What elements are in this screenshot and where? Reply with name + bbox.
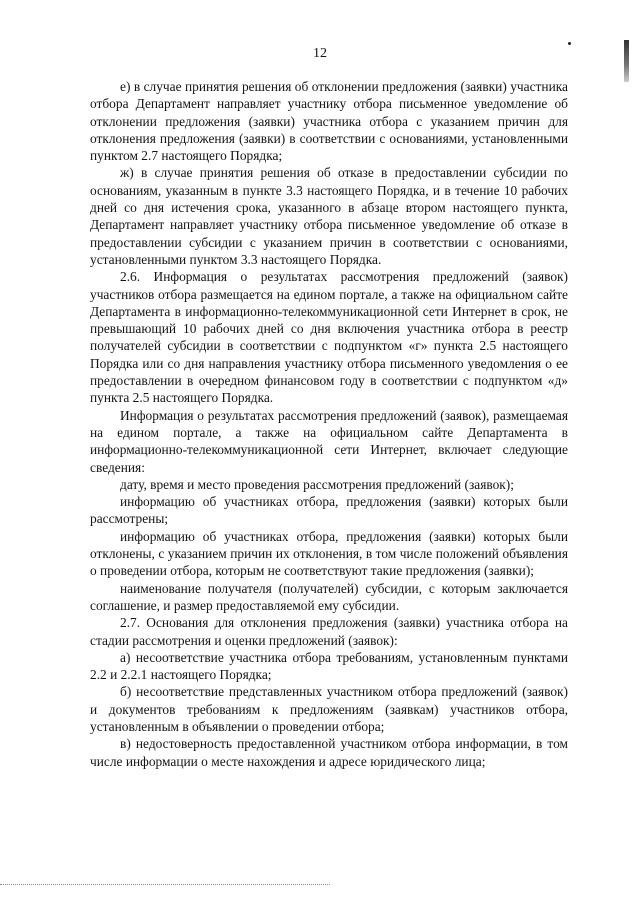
paragraph-zh-subsidy-refusal: ж) в случае принятия решения об отказе в предоставлении субсидии по основаниям, указанным в пункте 3.3 настоящего Порядка, и в течение 10 рабочих дней со дня истечения срока, указанного в абзаце втором настоящего пункта, Департамент направляет участнику отбора письменное уведомление об отказе в предоставлении субсидии с указанием причин в соответствии с основаниями, установленными пунктом 3.3 настоящего Порядка.: [90, 165, 568, 267]
document-body: [90, 78, 568, 770]
list-item-b-documents-noncompliance: б) несоответствие представленных участником отбора предложений (заявок) и документов требованиям к предложениям (заявкам) участников отбора, установленным в объявлении о проведении отбора;: [90, 684, 568, 734]
list-item-recipient-name: наименование получателя (получателей) субсидии, с которым заключается соглашение, и размер предоставляемой ему субсидии.: [90, 580, 568, 613]
scan-footer-noise: [0, 884, 330, 886]
paragraph-2-7-rejection-grounds: 2.7. Основания для отклонения предложения (заявки) участника отбора на стадии рассмотрения и оценки предложений (заявок):: [90, 615, 568, 648]
list-item-considered-participants: информацию об участниках отбора, предложения (заявки) которых были рассмотрены;: [90, 494, 568, 527]
paragraph-2-6-results-publication: 2.6. Информация о результатах рассмотрения предложений (заявок) участников отбора размещается на едином портале, а также на официальном сайте Департамента в информационно-телекоммуникационной сети Интернет в срок, не превышающий 10 рабочих дней со дня включения участника отбора в реестр получателей субсидии в соответствии с подпунктом «г» пункта 2.5 настоящего Порядка или со дня направления участнику отбора письменного уведомления о ее предоставлении в очередном финансовом году в соответствии с подпунктом «д» пункта 2.5 настоящего Порядка.: [90, 269, 568, 406]
list-item-rejected-participants: информацию об участниках отбора, предложения (заявки) которых были отклонены, с указанием причин их отклонения, в том числе положений объявления о проведении отбора, которым не соответствуют такие предложения (заявки);: [90, 528, 568, 579]
scan-dot-mark: [568, 42, 571, 45]
page-number: 12: [313, 46, 327, 61]
list-item-date-time-place: дату, время и место проведения рассмотрения предложений (заявок);: [120, 476, 514, 492]
scan-edge-mark: [624, 40, 629, 82]
list-item-a-noncompliance: а) несоответствие участника отбора требованиям, установленным пунктами 2.2 и 2.2.1 настоящего Порядка;: [90, 649, 568, 683]
list-item-v-unreliable-info: в) недостоверность предоставленной участником отбора информации, в том числе информации о месте нахождения и адресе юридического лица;: [90, 736, 568, 769]
paragraph-results-info-contents: Информация о результатах рассмотрения предложений (заявок), размещаемая на едином портале, а также на официальном сайте Департамента в информационно-телекоммуникационной сети Интернет, включает следующие сведения:: [90, 407, 568, 475]
paragraph-e-rejection-notice: е) в случае принятия решения об отклонении предложения (заявки) участника отбора Департамент направляет участнику отбора письменное уведомление об отклонении предложения (заявки) участника отбора с указанием причин для отклонения предложения (заявки) в соответствии с основаниями, установленными пунктом 2.7 настоящего Порядка;: [90, 79, 568, 164]
